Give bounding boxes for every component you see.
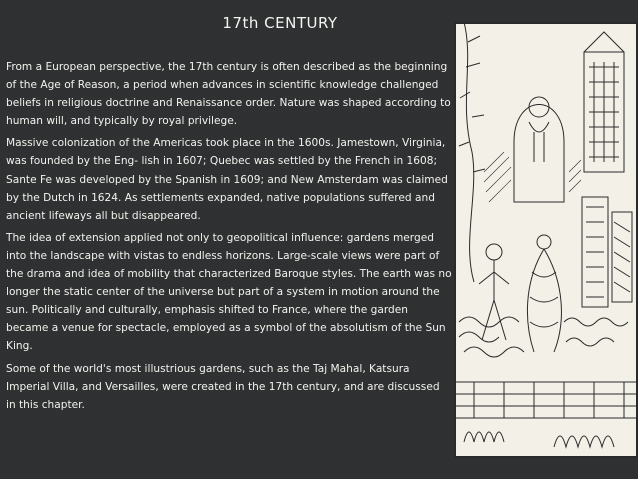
garden-sketch-drawing	[454, 22, 638, 458]
paragraph-extension: The idea of extension applied not only to geopolitical influence: gardens merged into the landscape with vistas to endless horizons. Large-scale views were part of the drama and idea of mobility that characterized Baroque styles. The earth was no longer the static center of the universe but part of a system in motion around the sun. Politically and culturally, emphasis shifted to France, where the garden became a venue for spectacle, employed as a symbol of the absolutism of the Sun King.	[6, 231, 452, 353]
slide-body	[6, 58, 452, 418]
paragraph-colonization: Massive colonization of the Americas took place in the 1600s. Jamestown, Virginia, was founded by the Eng- lish in 1607; Quebec was settled by the French in 1608; Sante Fe was developed by the Spanish in 1609; and New Amsterdam was claimed by the Dutch in 1624. As settlements expanded, native populations suffered and ancient lifeways all but disappeared.	[6, 137, 448, 222]
paragraph-age-of-reason: From a European perspective, the 17th century is often described as the beginning of the Age of Reason, a period when advances in scientific knowledge challenged beliefs in religious doctrine and Renaissance order. Nature was shaped according to human will, and typically by royal privilege.	[6, 61, 451, 128]
baroque-garden-illustration	[454, 22, 638, 458]
paragraph-gardens: Some of the world's most illustrious gardens, such as the Taj Mahal, Katsura Imperial Villa, and Versailles, were created in the 17th century, and are discussed in this chapter.	[6, 362, 440, 411]
slide-title: 17th CENTURY	[222, 14, 338, 32]
